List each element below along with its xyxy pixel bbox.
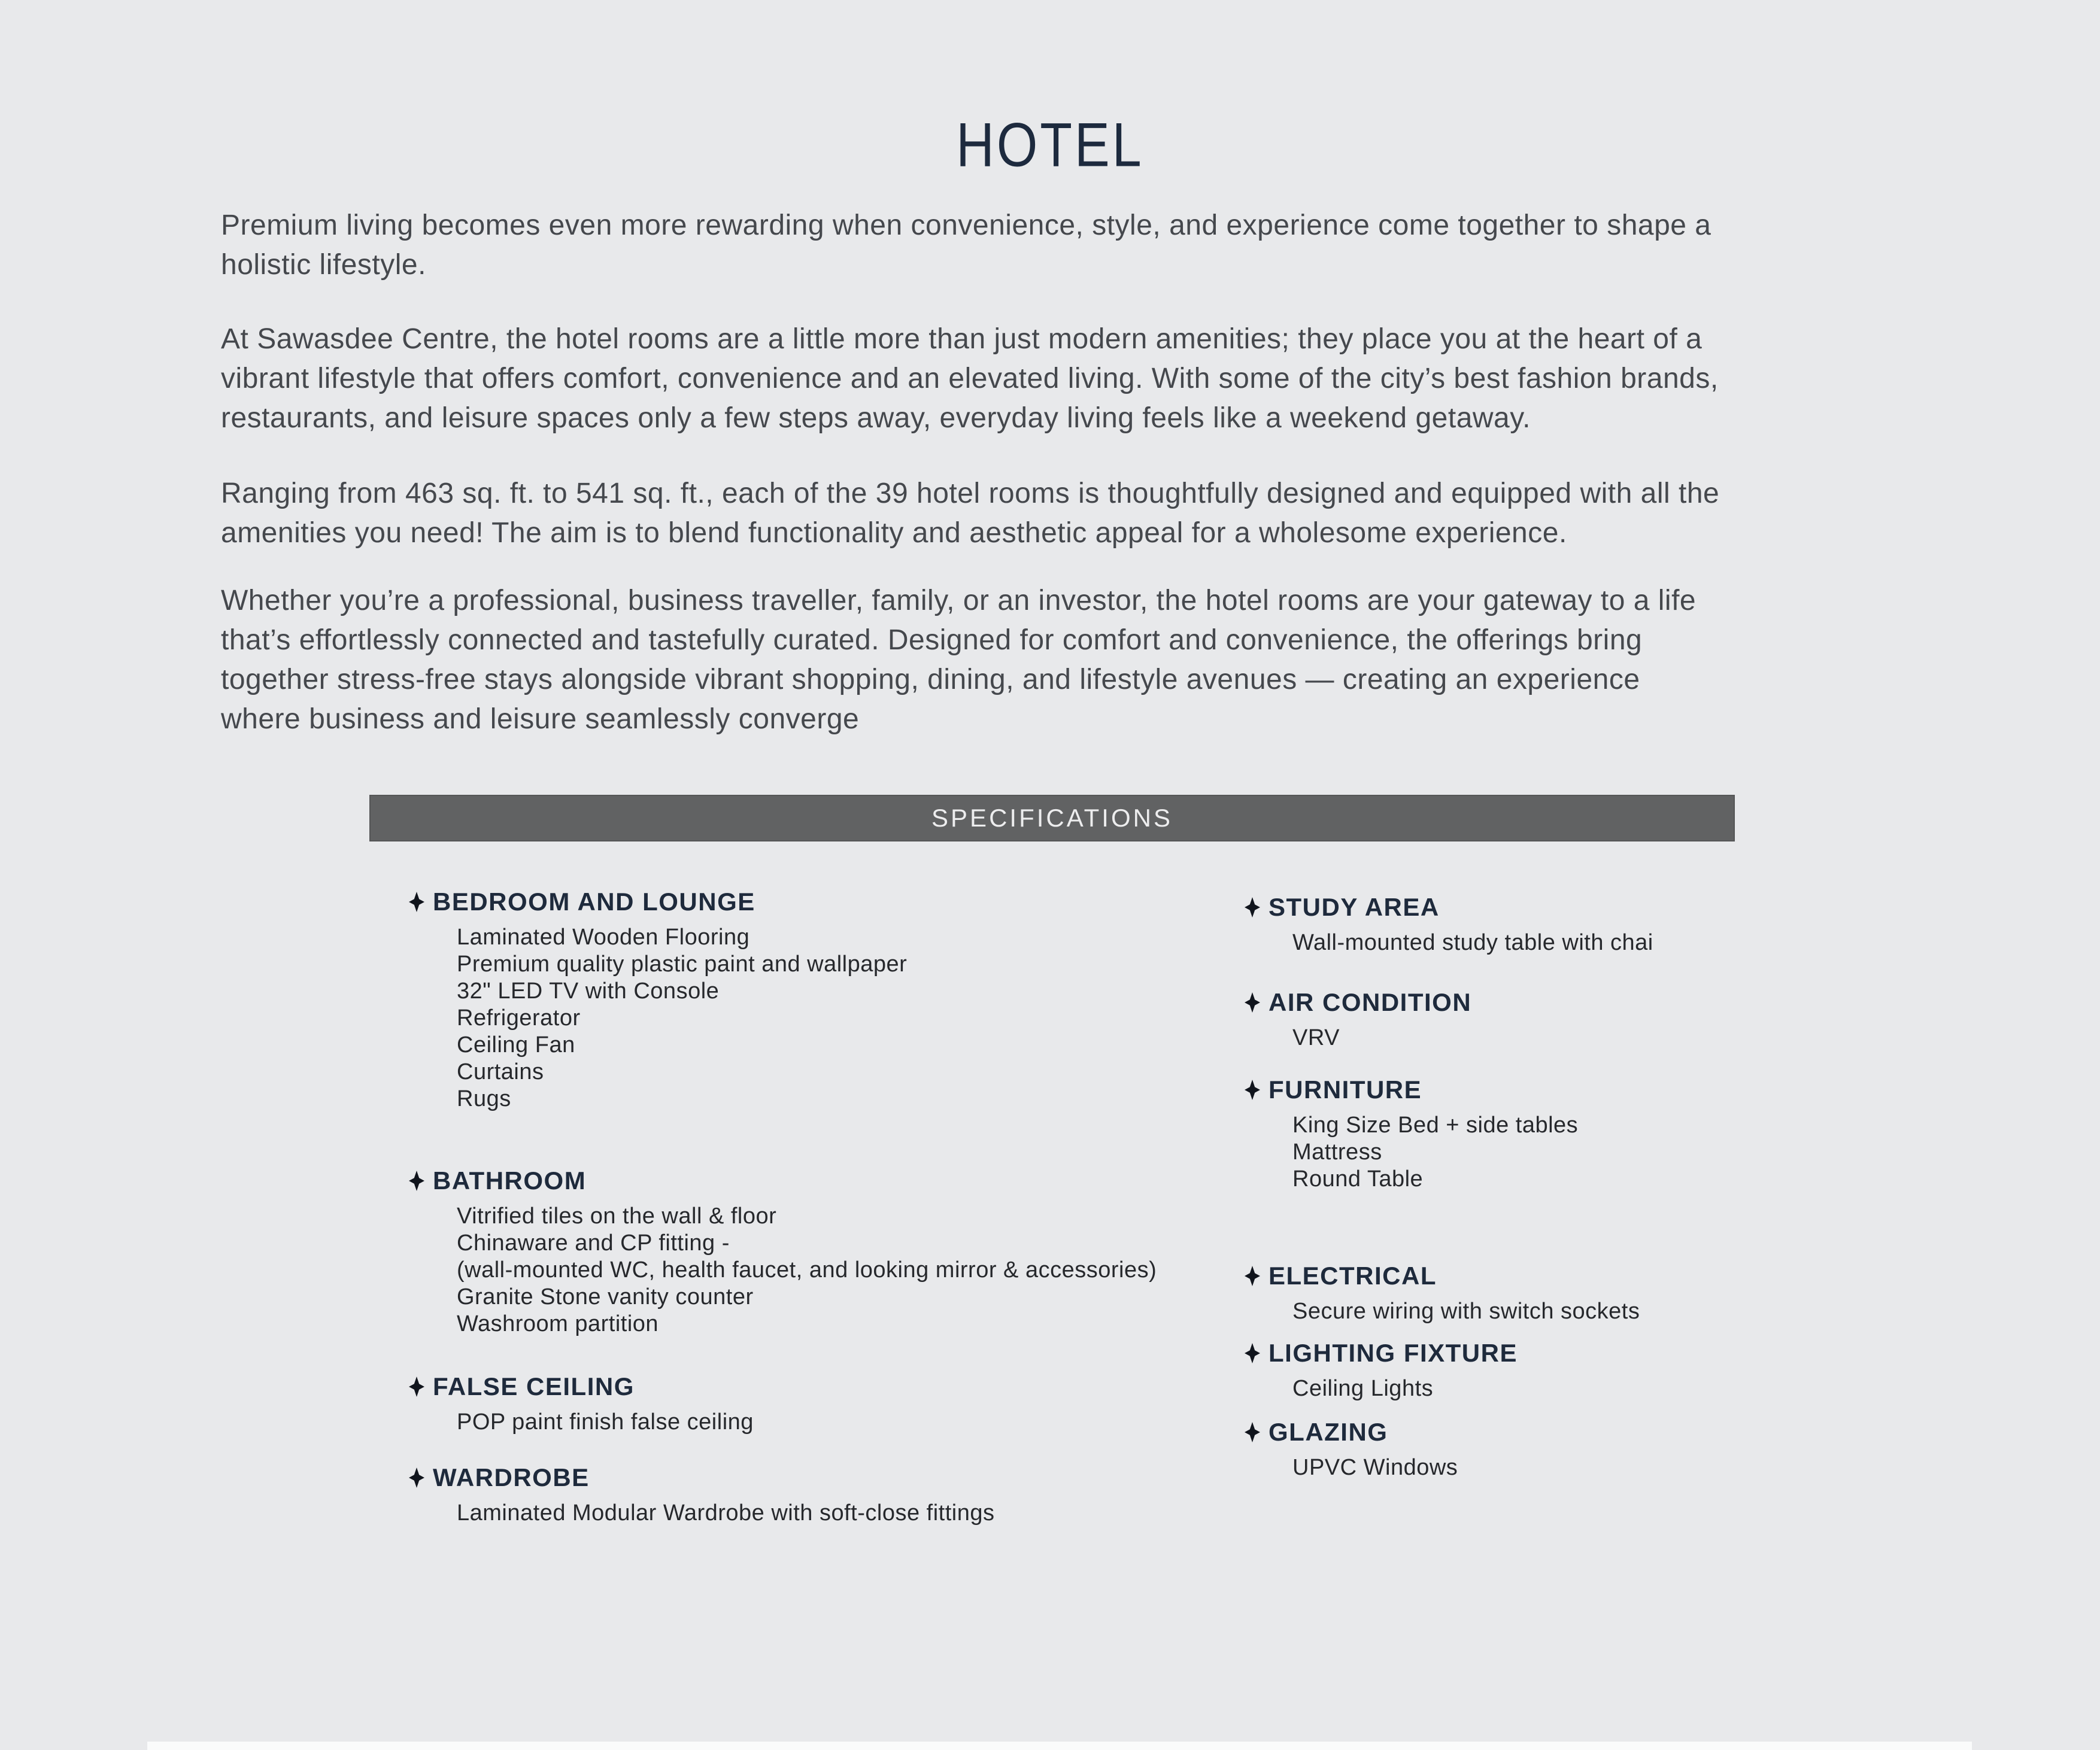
spec-section-false-ceiling [409, 1372, 1223, 1436]
spec-section-header [1245, 1075, 2047, 1105]
intro-paragraph [221, 581, 1891, 739]
spec-item: Laminated Wooden Flooring [457, 925, 750, 950]
spec-column-right [1245, 892, 2047, 1481]
spec-item-list [1245, 1454, 2047, 1481]
spec-section-wardrobe [409, 1463, 1223, 1527]
spec-item-list [1245, 1375, 2047, 1402]
spec-section-header [409, 1166, 1223, 1196]
spec-item: Round Table [1292, 1166, 1424, 1192]
four-pointed-star-icon [1245, 1080, 1260, 1100]
spec-section-lighting-fixture [1245, 1338, 2047, 1402]
page-title: HOTEL [956, 110, 1144, 180]
paragraph-line: where business and leisure seamlessly converge [221, 703, 860, 735]
specifications-bar [369, 795, 1735, 841]
four-pointed-star-icon [409, 1468, 424, 1488]
spec-section-header [1245, 988, 2047, 1017]
paragraph-line: that’s effortlessly connected and tastefully curated. Designed for comfort and convenience, the offerings bring [221, 624, 1643, 656]
spec-item: Curtains [457, 1059, 544, 1084]
paragraph-line: Premium living becomes even more rewarding when convenience, style, and experience come together to shape a [221, 209, 1711, 241]
spec-section-header [1245, 1261, 2047, 1291]
spec-item: (wall-mounted WC, health faucet, and looking mirror & accessories) [457, 1257, 1157, 1283]
spec-item: POP paint finish false ceiling [457, 1409, 754, 1435]
spec-section-bedroom-and-lounge [409, 887, 1223, 1113]
spec-column-left [409, 887, 1223, 1527]
four-pointed-star-icon [409, 1171, 424, 1191]
spec-section-header [409, 1372, 1223, 1402]
spec-item: VRV [1292, 1025, 1340, 1050]
spec-section-header [1245, 892, 2047, 922]
spec-item-list [1245, 1298, 2047, 1325]
spec-item: Mattress [1292, 1140, 1382, 1165]
spec-item-list [409, 1409, 1223, 1436]
intro-paragraph [221, 320, 1891, 438]
paragraph-line: amenities you need! The aim is to blend functionality and aesthetic appeal for a wholesome experience. [221, 517, 1567, 549]
intro-paragraph [221, 474, 1891, 553]
paragraph-line: restaurants, and leisure spaces only a few steps away, everyday living feels like a weekend getaway. [221, 402, 1531, 434]
spec-section-title: BATHROOM [433, 1166, 587, 1195]
paragraph-line: holistic lifestyle. [221, 249, 426, 281]
four-pointed-star-icon [1245, 1266, 1260, 1286]
spec-section-furniture [1245, 1075, 2047, 1193]
paragraph-line: Ranging from 463 sq. ft. to 541 sq. ft., each of the 39 hotel rooms is thoughtfully designed and equipped with all the [221, 478, 1720, 509]
spec-item: Premium quality plastic paint and wallpaper [457, 952, 908, 977]
spec-item: King Size Bed + side tables [1292, 1113, 1579, 1138]
spec-item: Chinaware and CP fitting - [457, 1231, 730, 1256]
paragraph-line: At Sawasdee Centre, the hotel rooms are a little more than just modern amenities; they place you at the heart of a [221, 323, 1703, 355]
spec-section-study-area [1245, 892, 2047, 956]
spec-item-list [409, 1500, 1223, 1527]
spec-section-title: BEDROOM AND LOUNGE [433, 888, 755, 916]
spec-item-list [1245, 1112, 2047, 1193]
paragraph-line: vibrant lifestyle that offers comfort, convenience and an elevated living. With some of the city’s best fashion brands, [221, 363, 1719, 394]
spec-item: Ceiling Lights [1292, 1376, 1434, 1401]
spec-item: 32" LED TV with Console [457, 979, 720, 1004]
spec-item: Laminated Modular Wardrobe with soft-close fittings [457, 1500, 995, 1526]
intro-text [221, 206, 1891, 739]
four-pointed-star-icon [1245, 1343, 1260, 1363]
spec-item: Ceiling Fan [457, 1032, 575, 1058]
spec-section-header [409, 887, 1223, 917]
four-pointed-star-icon [409, 892, 424, 912]
spec-section-title: FALSE CEILING [433, 1372, 635, 1400]
spec-section-title: FURNITURE [1269, 1075, 1422, 1104]
spec-item: Vitrified tiles on the wall & floor [457, 1204, 777, 1229]
spec-item-list [409, 1203, 1223, 1338]
spec-section-title: WARDROBE [433, 1463, 590, 1491]
spec-section-title: GLAZING [1269, 1418, 1388, 1446]
spec-item: Secure wiring with switch sockets [1292, 1299, 1640, 1324]
spec-item-list [409, 924, 1223, 1113]
spec-item: Granite Stone vanity counter [457, 1284, 754, 1310]
spec-item: Washroom partition [457, 1311, 659, 1336]
intro-paragraph [221, 206, 1891, 285]
spec-item: UPVC Windows [1292, 1455, 1458, 1480]
spec-item: Refrigerator [457, 1005, 581, 1031]
spec-item-list [1245, 1025, 2047, 1052]
spec-section-header [409, 1463, 1223, 1493]
spec-section-title: LIGHTING FIXTURE [1269, 1339, 1518, 1367]
spec-item-list [1245, 929, 2047, 956]
paragraph-line: Whether you’re a professional, business traveller, family, or an investor, the hotel rooms are your gateway to a life [221, 585, 1697, 616]
four-pointed-star-icon [1245, 1422, 1260, 1442]
spec-section-electrical [1245, 1261, 2047, 1325]
four-pointed-star-icon [1245, 992, 1260, 1013]
four-pointed-star-icon [1245, 897, 1260, 917]
spec-section-title: ELECTRICAL [1269, 1262, 1437, 1290]
four-pointed-star-icon [409, 1377, 424, 1397]
spec-section-header [1245, 1417, 2047, 1447]
specifications-label: SPECIFICATIONS [931, 804, 1173, 832]
spec-section-bathroom [409, 1166, 1223, 1338]
spec-section-title: AIR CONDITION [1269, 988, 1472, 1016]
spec-section-header [1245, 1338, 2047, 1368]
spec-section-air-condition [1245, 988, 2047, 1052]
spec-section-glazing [1245, 1417, 2047, 1481]
next-page-edge-strip [147, 1742, 1972, 1750]
paragraph-line: together stress-free stays alongside vibrant shopping, dining, and lifestyle avenues — creating an experience [221, 664, 1640, 695]
spec-section-title: STUDY AREA [1269, 893, 1440, 921]
spec-item: Wall-mounted study table with chai [1292, 930, 1653, 955]
spec-item: Rugs [457, 1086, 511, 1111]
